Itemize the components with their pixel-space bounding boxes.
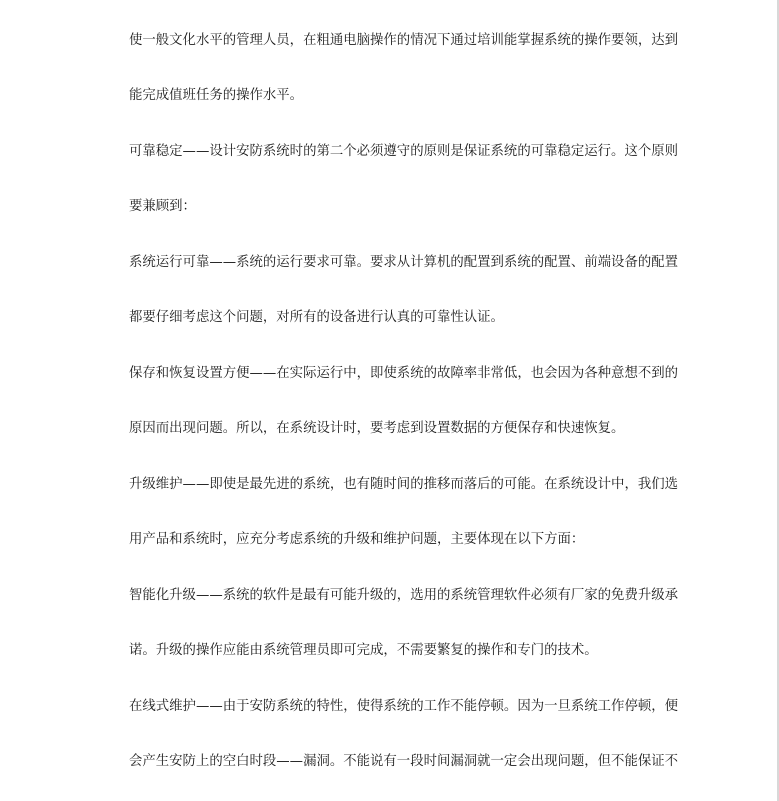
text-line: 在线式维护——由于安防系统的特性，使得系统的工作不能停顿。因为一旦系统工作停顿，便: [129, 699, 679, 714]
text-line: 系统运行可靠——系统的运行要求可靠。要求从计算机的配置到系统的配置、前端设备的配置: [129, 255, 679, 270]
text-line: 用产品和系统时，应充分考虑系统的升级和维护问题，主要体现在以下方面：: [129, 532, 585, 547]
text-line: 智能化升级——系统的软件是最有可能升级的，选用的系统管理软件必须有厂家的免费升级承: [129, 588, 679, 603]
text-line: 升级维护——即使是最先进的系统，也有随时间的推移而落后的可能。在系统设计中，我们选: [129, 477, 679, 492]
text-line: 都要仔细考虑这个问题，对所有的设备进行认真的可靠性认证。: [129, 310, 504, 325]
text-line: 可靠稳定——设计安防系统时的第二个必须遵守的原则是保证系统的可靠稳定运行。这个原则: [129, 144, 679, 159]
text-line: 会产生安防上的空白时段——漏洞。不能说有一段时间漏洞就一定会出现问题，但不能保证不: [129, 754, 679, 769]
text-line: 使一般文化水平的管理人员，在粗通电脑操作的情况下通过培训能掌握系统的操作要领，达到: [129, 33, 679, 48]
text-line: 要兼顾到：: [129, 199, 196, 214]
text-line: 保存和恢复设置方便——在实际运行中，即使系统的故障率非常低，也会因为各种意想不到的: [129, 366, 679, 381]
text-line: 原因而出现问题。所以，在系统设计时，要考虑到设置数据的方便保存和快速恢复。: [129, 421, 625, 436]
text-line: 能完成值班任务的操作水平。: [129, 88, 304, 103]
text-line: 诺。升级的操作应能由系统管理员即可完成，不需要繁复的操作和专门的技术。: [129, 643, 598, 658]
